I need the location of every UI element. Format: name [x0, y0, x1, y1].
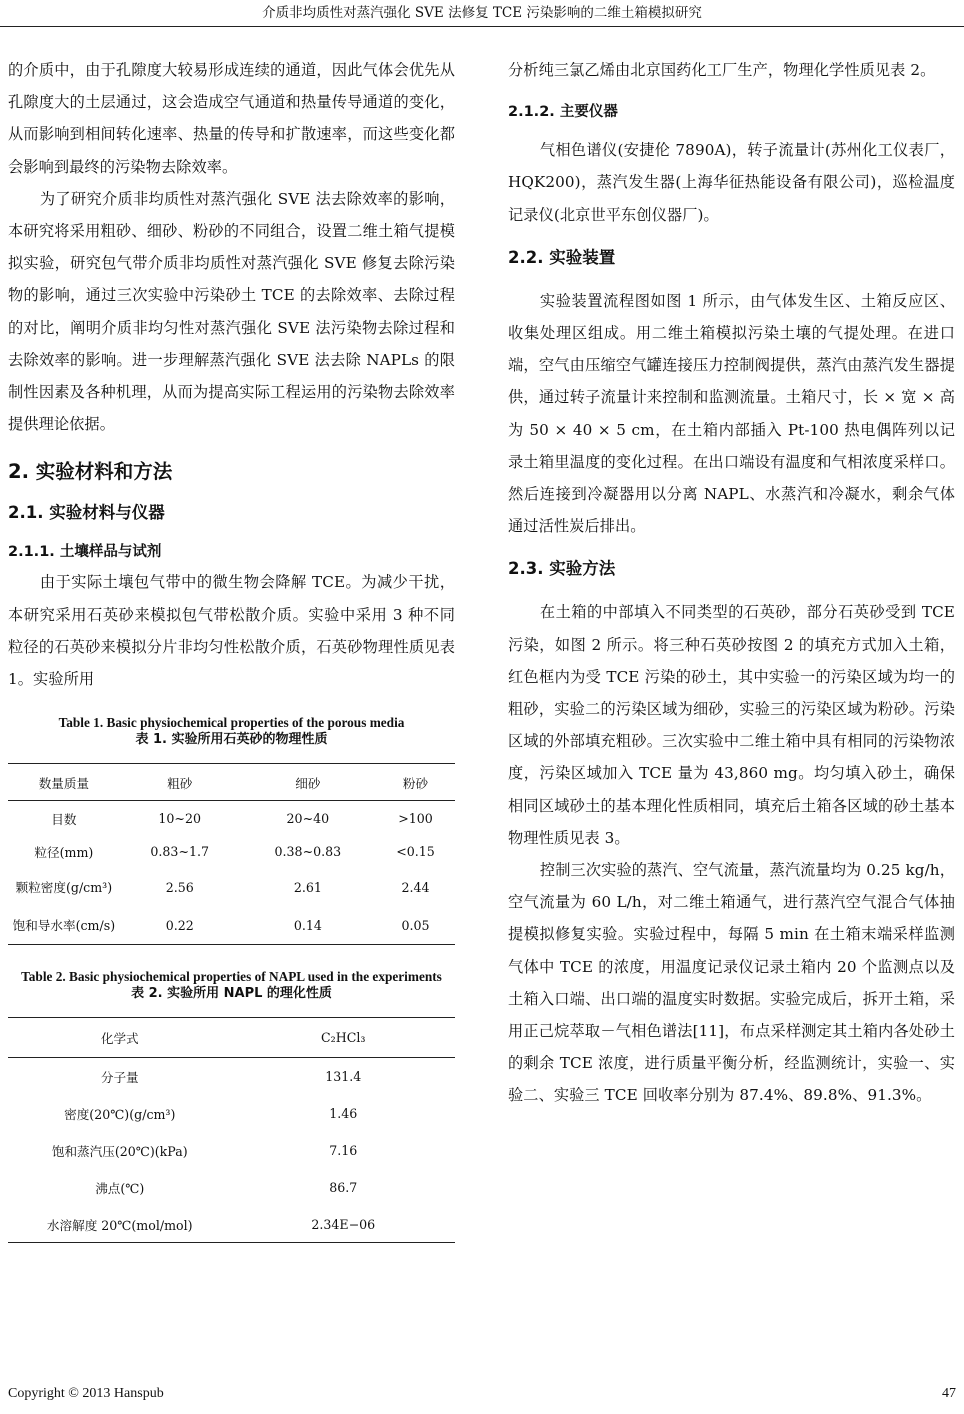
table-row: [8, 801, 455, 835]
table-header: 粉砂: [402, 775, 429, 791]
table-cell: 7.16: [329, 1142, 358, 1158]
table-cell: 颗粒密度(g/cm³): [15, 879, 113, 895]
table1: [8, 763, 455, 945]
table-cell: 2.56: [165, 879, 194, 895]
table-header: 粗砂: [167, 775, 193, 791]
table-cell: 0.83~1.7: [150, 844, 210, 860]
table-cell: 0.14: [293, 917, 322, 933]
table-row: [8, 1169, 455, 1206]
right-column: [508, 54, 955, 1112]
table-cell: 沸点(℃): [95, 1180, 145, 1196]
table-row: [8, 1206, 455, 1243]
table2-caption: [8, 969, 455, 1003]
table-cell: 粒径(mm): [34, 845, 94, 861]
subsubsection-heading: 2.1.2. 主要仪器: [508, 104, 618, 121]
paragraph: 气相色谱仪(安捷伦 7890A)，转子流量计(苏州化工仪表厂，HQK200)，蒸汽发生器(上海华征热能设备有限公司)，巡检温度记录仪(北京世平东创仪器厂)。: [508, 141, 955, 224]
table2-caption-en: Table 2. Basic physiochemical properties of NAPL used in the experiments: [21, 969, 442, 985]
table-cell: 密度(20℃)(g/cm³): [64, 1106, 176, 1122]
table-cell: 饱和导水率(cm/s): [12, 917, 116, 933]
table-cell: 0.38~0.83: [274, 844, 342, 860]
page-footer: [8, 1386, 956, 1402]
table-cell: 2.61: [293, 879, 322, 895]
table-cell: 分子量: [100, 1070, 139, 1085]
left-column: [8, 54, 455, 1243]
table-cell: 2.34E−06: [311, 1216, 376, 1232]
table1-caption-zh: 表 1. 实验所用石英砂的物理性质: [135, 732, 328, 748]
paragraph: 实验装置流程图如图 1 所示，由气体发生区、土箱反应区、收集处理区组成。用二维土箱模拟污染土壤的气提处理。在进口端，空气由压缩空气罐连接压力控制阀提供，蒸汽由蒸汽发生器提供，通过转子流量计来控制和监测流量。土箱尺寸，长 × 宽 × 高为 50 × 40 × 5 cm，在土箱内部插入 Pt-100 热电偶阵列以记录土箱里温度的变化过程。在出口端设有温度和气相浓度采样口。然后连接到冷凝器用以分离 NAPL、水蒸汽和冷凝水，剩余气体通过活性炭后排出。: [508, 291, 955, 536]
running-title: 介质非均质性对蒸汽强化 SVE 法修复 TCE 污染影响的二维土箱模拟研究: [262, 5, 702, 21]
table-cell: 0.05: [401, 917, 430, 933]
section-heading: 2. 实验材料和方法: [8, 460, 173, 484]
subsection-heading: 2.1. 实验材料与仪器: [8, 503, 165, 523]
table-cell: 2.44: [401, 879, 430, 895]
paragraph: 控制三次实验的蒸汽、空气流量，蒸汽流量均为 0.25 kg/h，空气流量为 60 L/h，对二维土箱通气，进行蒸汽空气混合气体抽提模拟修复实验。实验过程中，每隔 5 min 在土箱末端采样监测气体中 TCE 的浓度，用温度记录仪记录土箱内 20 个监测点以及土箱入口端、出口端的温度实时数据。实验完成后，拆开土箱，采用正己烷萃取－气相色谱法[11]，布点采样测定其土箱内各处砂土的剩余 TCE 浓度，进行质量平衡分析，经监测统计，实验一、实验二、实验三 TCE 回收率分别为 87.4%、89.8%、91.3%。: [508, 861, 955, 1105]
table-header: 细砂: [295, 775, 321, 791]
table-row: [8, 835, 455, 869]
table1-caption: [8, 715, 455, 749]
page-number: 47: [942, 1386, 956, 1401]
subsubsection-heading: 2.1.1. 土壤样品与试剂: [8, 544, 162, 561]
table-row: [8, 1095, 455, 1132]
table-cell: 目数: [51, 811, 77, 827]
table-cell: 20~40: [286, 810, 330, 826]
table-row: [8, 869, 455, 907]
table-cell: >100: [398, 810, 433, 826]
table-cell: 10~20: [158, 810, 202, 826]
paragraph: 分析纯三氯乙烯由北京国药化工厂生产，物理化学性质见表 2。: [508, 61, 936, 79]
table2: [8, 1017, 455, 1243]
table2-caption-zh: 表 2. 实验所用 NAPL 的理化性质: [131, 986, 332, 1002]
table-cell: <0.15: [396, 844, 435, 860]
table-cell: 水溶解度 20℃(mol/mol): [46, 1217, 193, 1233]
paragraph: 的介质中，由于孔隙度大较易形成连续的通道，因此气体会优先从孔隙度大的土层通过，这会造成空气通道和热量传导通道的变化，从而影响到相间转化速率、热量的传导和扩散速率，而这些变化都会影响到最终的污染物去除效率。: [8, 61, 455, 176]
running-header: [0, 0, 964, 27]
paragraph: 在土箱的中部填入不同类型的石英砂，部分石英砂受到 TCE 污染，如图 2 所示。将三种石英砂按图 2 的填充方式加入土箱，红色框内为受 TCE 污染的砂土，其中实验一的污染区域为均一的粗砂，实验二的污染区域为细砂，实验三的污染区域为粉砂。污染区域的外部填充粗砂。三次实验中二维土箱中具有相同的污染物浓度，污染区域加入 TCE 量为 43,860 mg。均匀填入砂土，确保相同区域砂土的基本理化性质相同，填充后土箱各区域的砂土基本物理性质见表 3。: [508, 603, 955, 847]
table-header: C₂HCl₃: [321, 1030, 366, 1046]
table-cell: 1.46: [329, 1105, 358, 1121]
table-row: [8, 1132, 455, 1169]
table-cell: 86.7: [329, 1179, 358, 1195]
subsection-heading: 2.2. 实验装置: [508, 247, 616, 267]
subsection-heading: 2.3. 实验方法: [508, 559, 616, 579]
table-row: [8, 907, 455, 945]
paragraph: 由于实际土壤包气带中的微生物会降解 TCE。为减少干扰，本研究采用石英砂来模拟包气带松散介质。实验中采用 3 种不同粒径的石英砂来模拟分片非均匀性松散介质，石英砂物理性质见表 1。实验所用: [8, 573, 455, 689]
table-header: 化学式: [100, 1031, 139, 1047]
table1-caption-en: Table 1. Basic physiochemical properties of the porous media: [58, 715, 405, 731]
paragraph: 为了研究介质非均质性对蒸汽强化 SVE 法去除效率的影响，本研究将采用粗砂、细砂、粉砂的不同组合，设置二维土箱气提模拟实验，研究包气带介质非均质性对蒸汽强化 SVE 修复去除污染物的影响，通过三次实验中污染砂土 TCE 的去除效率、去除过程的对比，阐明介质非均匀性对蒸汽强化 SVE 法污染物去除过程和去除效率的影响。进一步理解蒸汽强化 SVE 法去除 NAPLs 的限制性因素及各种机理，从而为提高实际工程运用的污染物去除效率提供理论依据。: [8, 189, 455, 434]
table-cell: 131.4: [325, 1069, 362, 1084]
table-cell: 0.22: [165, 917, 194, 933]
copyright: Copyright © 2013 Hanspub: [8, 1386, 164, 1401]
table-header: 数量质量: [38, 775, 90, 791]
table-row: [8, 1058, 455, 1095]
table-cell: 饱和蒸汽压(20℃)(kPa): [51, 1143, 188, 1159]
